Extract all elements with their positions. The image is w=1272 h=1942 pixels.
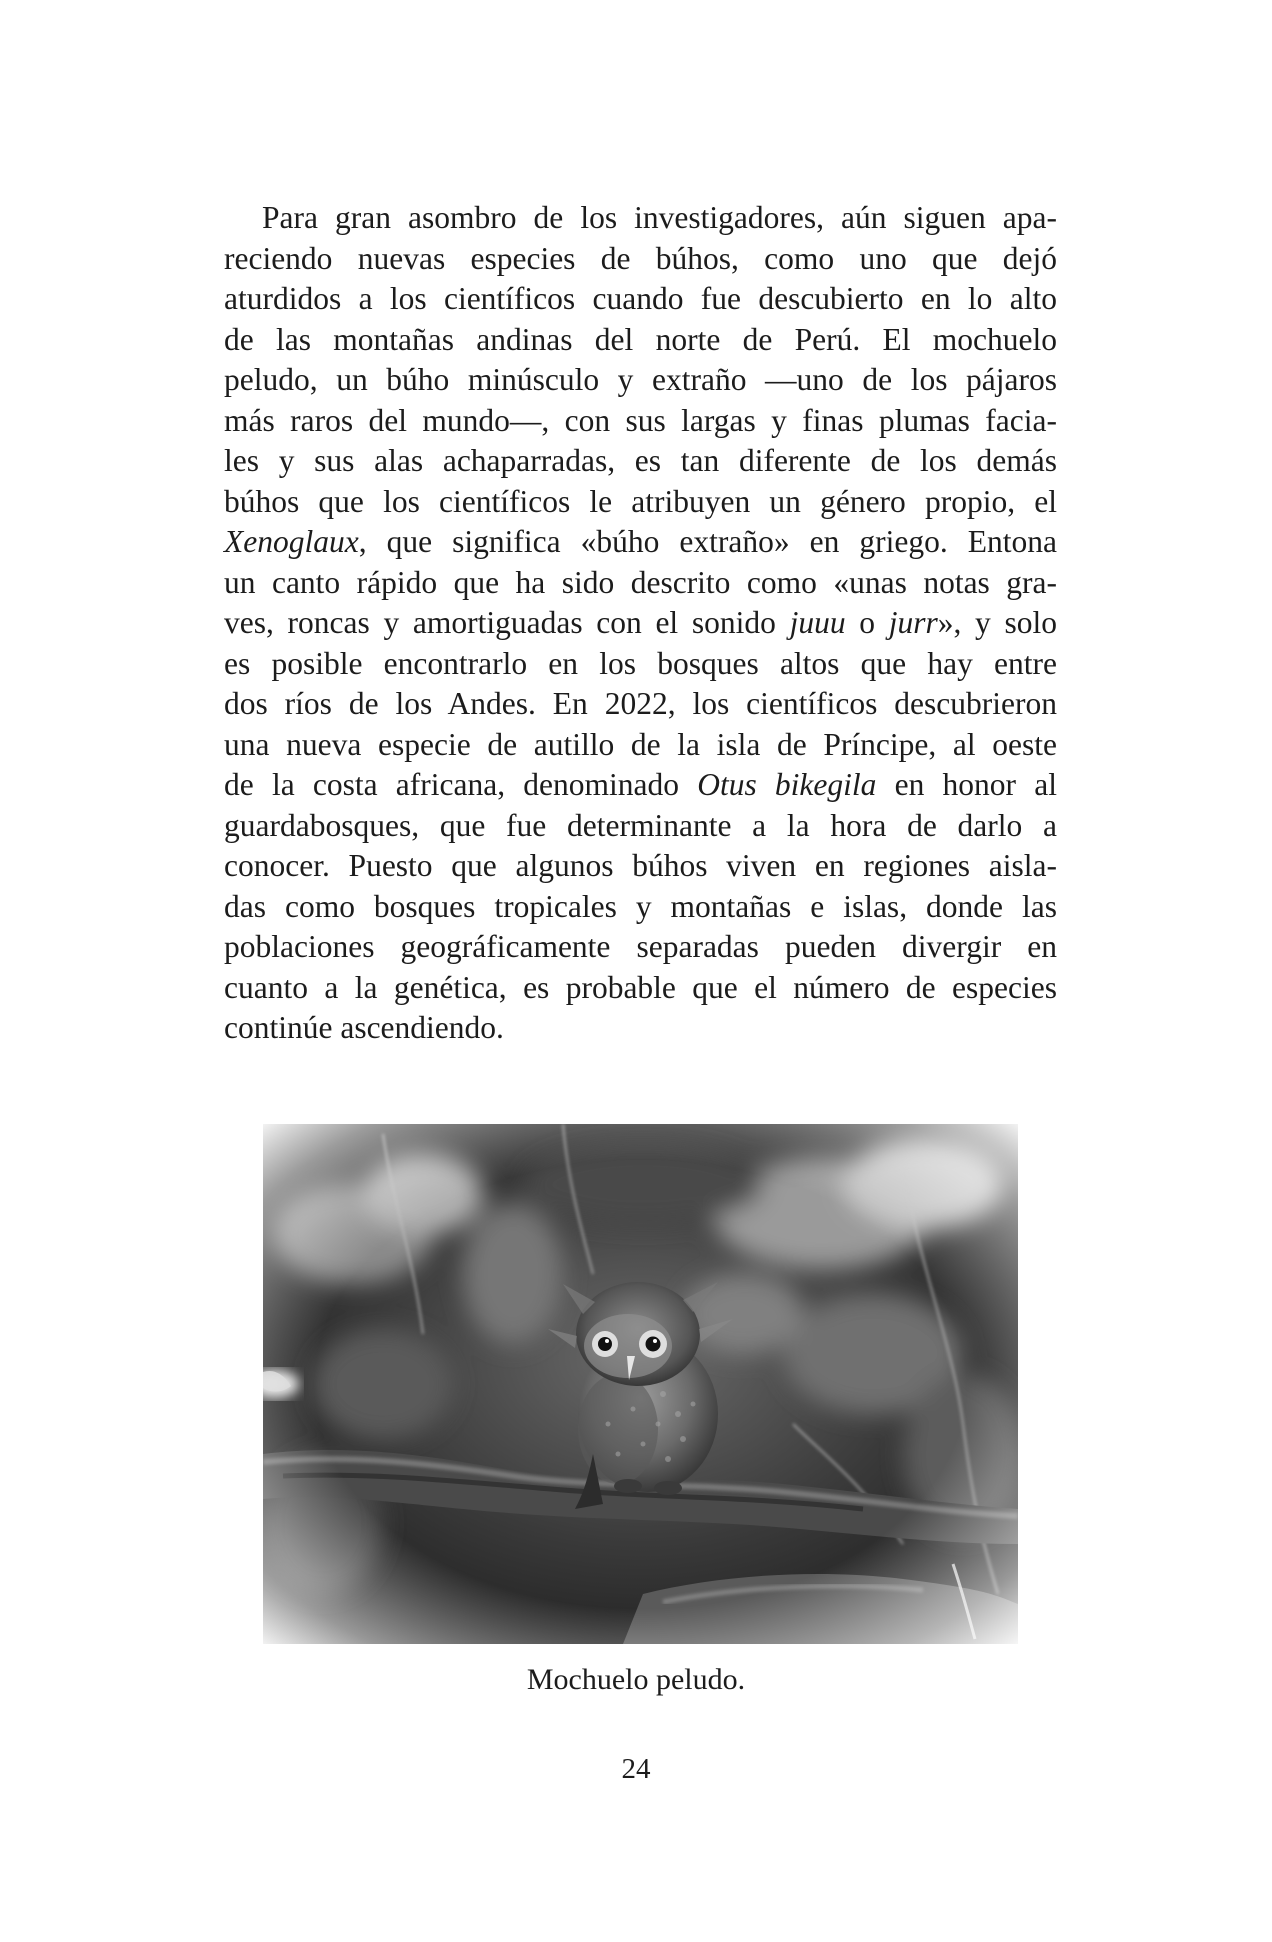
- paragraph-line: [224, 320, 1057, 361]
- text-run: das como bosques tropicales y montañas e islas, donde las: [224, 888, 1057, 924]
- text-run: búhos que los científicos le atribuyen un género propio, el: [224, 483, 1057, 519]
- paragraph-line: [224, 1008, 1057, 1049]
- paragraph-line: [224, 239, 1057, 280]
- text-run: o: [845, 605, 889, 640]
- text-run: peludo, un búho minúsculo y extraño —uno de los pájaros: [224, 362, 1057, 397]
- paragraph-line: [224, 968, 1057, 1009]
- text-run: reciendo nuevas especies de búhos, como uno que dejó: [224, 240, 1057, 276]
- paragraph-line: [224, 279, 1057, 320]
- paragraph-line: [224, 198, 1057, 239]
- owl-photo: [263, 1124, 1018, 1644]
- text-run: conocer. Puesto que algunos búhos viven en regiones aisla-: [224, 848, 1057, 883]
- paragraph-line: [224, 846, 1057, 887]
- paragraph-line: [224, 401, 1057, 442]
- text-run: », y solo: [937, 605, 1057, 640]
- text-run: ves, roncas y amortiguadas con el sonido: [224, 605, 790, 640]
- text-run: guardabosques, que fue determinante a la hora de darlo a: [224, 807, 1057, 843]
- paragraph-line: [224, 482, 1057, 523]
- text-run: continúe ascendiendo.: [224, 1010, 504, 1045]
- italic-term: Otus bikegila: [697, 767, 877, 802]
- text-run: les y sus alas achaparradas, es tan diferente de los demás: [224, 443, 1057, 478]
- text-run: cuanto a la genética, es probable que el número de especies: [224, 969, 1057, 1005]
- paragraph-line: [224, 522, 1057, 563]
- paragraph-line: [224, 765, 1057, 806]
- paragraph-line: [224, 684, 1057, 725]
- paragraph-line: [224, 603, 1057, 644]
- italic-term: juuu: [789, 605, 846, 640]
- text-run: dos ríos de los Andes. En 2022, los científicos descubrieron: [224, 686, 1057, 721]
- paragraph-line: [224, 441, 1057, 482]
- paragraph-line: [224, 563, 1057, 604]
- paragraph-line: [224, 725, 1057, 766]
- paragraph-line: [224, 360, 1057, 401]
- text-run: es posible encontrarlo en los bosques altos que hay entre: [224, 645, 1057, 681]
- paragraph-line: [224, 806, 1057, 847]
- paragraph-line: [224, 644, 1057, 685]
- text-run: poblaciones geográficamente separadas pueden divergir en: [224, 929, 1057, 964]
- text-run: de la costa africana, denominado: [224, 767, 698, 802]
- paragraph-line: [224, 927, 1057, 968]
- text-run: aturdidos a los científicos cuando fue descubierto en lo alto: [224, 281, 1057, 316]
- figure-caption: Mochuelo peludo.: [526, 1663, 746, 1696]
- text-run: una nueva especie de autillo de la isla de Príncipe, al oeste: [224, 726, 1057, 762]
- text-run: un canto rápido que ha sido descrito como «unas notas gra-: [224, 564, 1057, 600]
- text-run: de las montañas andinas del norte de Perú. El mochuelo: [224, 321, 1057, 357]
- italic-term: Xenoglaux: [224, 524, 359, 559]
- text-run: más raros del mundo—, con sus largas y finas plumas facia-: [224, 402, 1057, 438]
- body-paragraph: [224, 198, 1057, 1049]
- page-number: 24: [621, 1753, 651, 1785]
- italic-term: jurr: [888, 605, 938, 640]
- paragraph-line: [224, 887, 1057, 928]
- text-run: , que significa «búho extraño» en griego. Entona: [358, 524, 1057, 559]
- text-run: en honor al: [876, 767, 1057, 802]
- text-run: Para gran asombro de los investigadores, aún siguen apa-: [262, 200, 1057, 235]
